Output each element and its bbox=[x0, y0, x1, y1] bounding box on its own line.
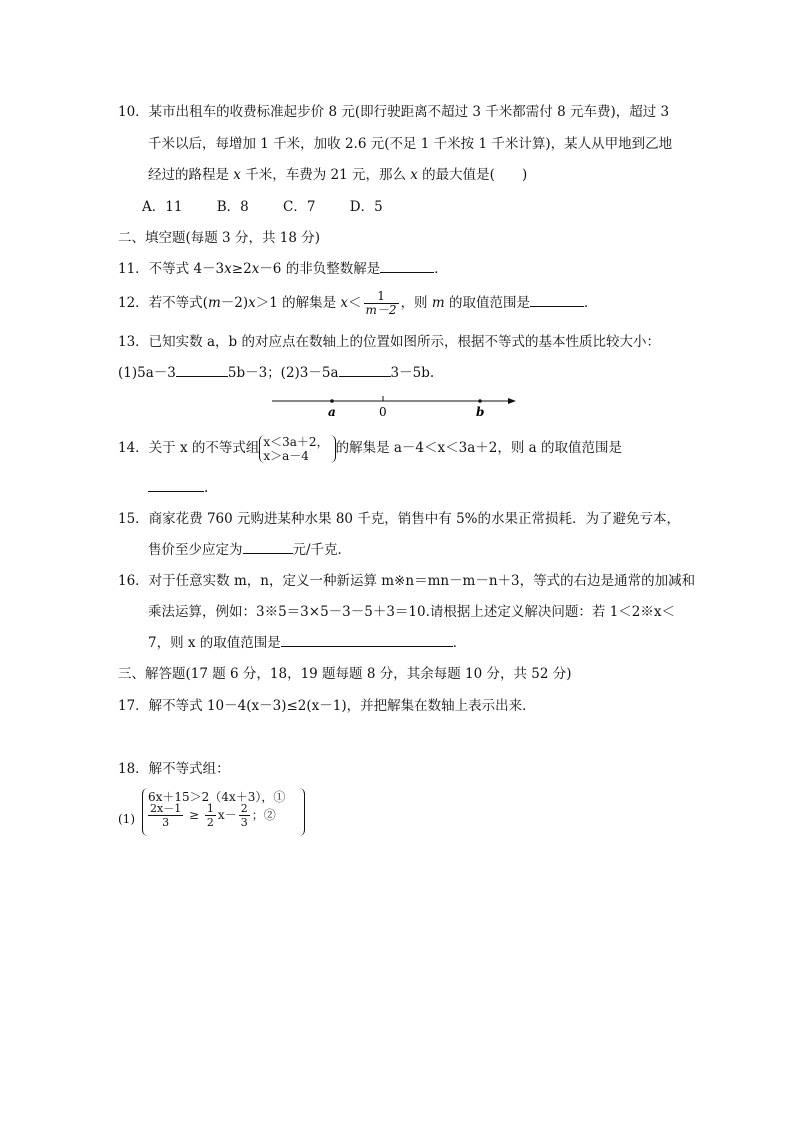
q13-blank-2[interactable] bbox=[339, 364, 391, 377]
section-2-heading: 二、填空题(每题 3 分，共 18 分) bbox=[118, 230, 320, 246]
q11: 11．不等式 4－3x≥2x－6 的非负整数解是 ． bbox=[118, 261, 448, 277]
q11-answer-blank[interactable] bbox=[380, 260, 434, 273]
q10-line-3: 经过的路程是 x 千米，车费为 21 元，那么 x 的最大值是( ) bbox=[148, 167, 528, 183]
q13-line-2: (1)5a－3 5b－3；(2)3－5a 3－5b. bbox=[118, 365, 435, 381]
q14-system: x＜3a＋2， x＞a－4 bbox=[259, 435, 328, 463]
q12-fraction: $\frac{1}{m-2}$ bbox=[365, 289, 397, 317]
label-a: a bbox=[328, 405, 336, 419]
q14-line-2: . bbox=[148, 479, 208, 497]
exam-page: 10．某市出租车的收费标准起步价 8 元(即行驶距离不超过 3 千米都需付 8 元车费)，超过 3 千米以后，每增加 1 千米，加收 2.6 元(不足 1 千米按 1 千米计算)，某人从甲地到乙地 经过的路程是 x 千米，车费为 21 元，那么 x 的最大值是( ) A．11 B．8 C．7 D．5 二、填空题(每题 3 分，共 18 分) 11．不等式 4－3x≥2x－6 的非负整数解是 ． 12．若不等式(m－2)x＞1 的解集是 x＜ $\frac{1}{m-2}$ ，则 m 的取值范围是 ． 13．已知实数 a，b 的对应点在数轴上的位置如图所示，根据不等式的基本性质比较大小： (1)5a－3 5b－3；(2)3－5a 3－5b. a 0 b 14．关于 x 的不等式组 x＜3a＋2， x＞a－4 的解集是 a－4＜x＜3a＋2，则 a 的取值范围是 . 15．商家花费 760 元购进某种水果 80 千克，销售中有 5%的水果正常损耗．为了避免亏本， 售价至少应定为 元/千克． 16．对于任意实数 m，n，定义一种新运算 m※n＝mn－m－n＋3，等式的右边是通常的加减和 乘法运算，例如：3※5＝3×5－3－5＋3＝10.请根据上述定义解决问题：若 1＜2※x＜ 7，则 x 的取值范围是 ． 三、解答题(17 题 6 分，18，19 题每题 8 分，其余每题 10 分，共 52 分) 17．解不等式 10－4(x－3)≤2(x－1)，并把解集在数轴上表示出来． 18．解不等式组： (1) 6x＋15＞2（4x＋3），① $\frac{2x-1}{3}$ ≥ $\frac{1}{2}$ x－ $\frac{2}{3}$ ；② bbox=[0, 0, 794, 1123]
q10-line-1: 10．某市出租车的收费标准起步价 8 元(即行驶距离不超过 3 千米都需付 8 元车费)，超过 3 bbox=[118, 104, 670, 120]
point-a bbox=[330, 399, 334, 403]
q18-right-brace bbox=[298, 788, 305, 836]
label-zero: 0 bbox=[379, 405, 387, 419]
point-b bbox=[478, 399, 482, 403]
section-3-heading: 三、解答题(17 题 6 分，18，19 题每题 8 分，其余每题 10 分，共 52 分) bbox=[118, 666, 572, 682]
choice-a[interactable]: A．11 bbox=[142, 199, 183, 215]
q12: 12．若不等式(m－2)x＞1 的解集是 x＜ $\frac{1}{m-2}$ ，则 m 的取值范围是 ． bbox=[118, 289, 598, 317]
q13-blank-1[interactable] bbox=[176, 364, 228, 377]
q10-line-2: 千米以后，每增加 1 千米，加收 2.6 元(不足 1 千米按 1 千米计算)，某人从甲地到乙地 bbox=[148, 136, 673, 152]
choice-d[interactable]: D．5 bbox=[349, 199, 383, 215]
choice-c[interactable]: C．7 bbox=[283, 199, 316, 215]
q18-eq2: $\frac{2x-1}{3}$ ≥ $\frac{1}{2}$ x－ $\frac{2}{3}$ ；② bbox=[150, 802, 276, 829]
q18-title: 18．解不等式组： bbox=[118, 761, 230, 777]
q14-line-1: 14．关于 x 的不等式组 x＜3a＋2， x＞a－4 的解集是 a－4＜x＜3a＋2，则 a 的取值范围是 bbox=[118, 434, 622, 463]
q16-line-3: 7，则 x 的取值范围是 ． bbox=[148, 635, 467, 651]
q15-answer-blank[interactable] bbox=[243, 541, 293, 554]
q13-number-line bbox=[270, 393, 520, 419]
q13-line-1: 13．已知实数 a，b 的对应点在数轴上的位置如图所示，根据不等式的基本性质比较大小： bbox=[118, 334, 660, 350]
q10-choices bbox=[142, 198, 413, 216]
q15-line-2: 售价至少应定为 元/千克． bbox=[148, 542, 352, 558]
q15-line-1: 15．商家花费 760 元购进某种水果 80 千克，销售中有 5%的水果正常损耗．为了避免亏本， bbox=[118, 511, 680, 527]
q17: 17．解不等式 10－4(x－3)≤2(x－1)，并把解集在数轴上表示出来． bbox=[118, 698, 536, 714]
q18-eq1: 6x＋15＞2（4x＋3），① bbox=[148, 790, 286, 804]
q16-answer-blank[interactable] bbox=[281, 634, 453, 647]
q16-line-2: 乘法运算，例如：3※5＝3×5－3－5＋3＝10.请根据上述定义解决问题：若 1＜2※x＜ bbox=[148, 604, 675, 620]
label-b: b bbox=[476, 405, 485, 419]
choice-b[interactable]: B．8 bbox=[216, 199, 249, 215]
q16-line-1: 16．对于任意实数 m，n，定义一种新运算 m※n＝mn－m－n＋3，等式的右边是通常的加减和 bbox=[118, 573, 696, 589]
q14-answer-blank[interactable] bbox=[148, 479, 204, 492]
q12-answer-blank[interactable] bbox=[530, 294, 584, 307]
axis-arrow bbox=[508, 398, 516, 404]
